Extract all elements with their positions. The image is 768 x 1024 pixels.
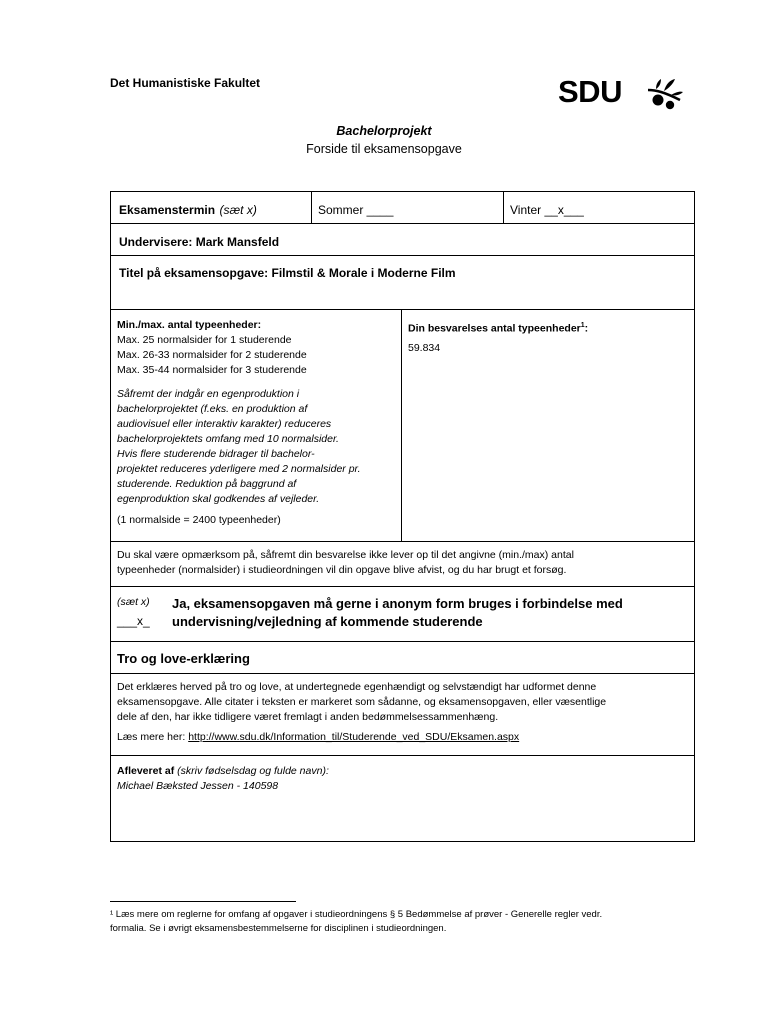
read-more-label: Læs mere her: xyxy=(117,731,189,743)
declaration-line: eksamensopgave. Alle citater i teksten er markeret som sådanne, og eksamensopgaven, eller væsentlige xyxy=(117,696,607,708)
warning-row xyxy=(111,542,694,587)
footnote-line: formalia. Se i øvrigt eksamensbestemmelserne for disciplinen i studieordningen. xyxy=(110,923,447,934)
winter-cell[interactable] xyxy=(503,192,694,223)
submitted-by-hint: (skriv fødselsdag og fulde navn): xyxy=(174,765,329,777)
submitted-by-name: Michael Bæksted Jessen - 140598 xyxy=(117,780,279,792)
declaration-heading-row xyxy=(111,642,694,674)
document-title: Bachelorprojekt xyxy=(336,124,432,138)
document-subtitle: Forside til eksamensopgave xyxy=(306,142,462,156)
normalside-definition: (1 normalside = 2400 typeenheder) xyxy=(117,514,281,526)
footnote-separator xyxy=(110,901,296,902)
olive-branch-icon xyxy=(644,76,684,110)
answer-units-value: 59.834 xyxy=(408,341,441,354)
production-note-line: egenproduktion skal godkendes af vejleder. xyxy=(117,493,320,505)
submitted-by-label-line xyxy=(117,764,694,779)
units-heading: Min./max. antal typeenheder: xyxy=(117,319,262,331)
anonymous-consent-line: Ja, eksamensopgaven må gerne i anonym form bruges i forbindelse med xyxy=(172,596,623,611)
exam-term-label-cell xyxy=(111,192,311,223)
production-note-line: projektet reduceres yderligere med 2 normalsider pr. xyxy=(117,463,361,475)
answer-units-label: Din besvarelses antal typeenheder$^1$: xyxy=(408,322,589,335)
teachers-text: Undervisere: Mark Mansfeld xyxy=(119,235,280,249)
units-row xyxy=(111,310,694,542)
declaration-line: Det erklæres herved på tro og love, at undertegnede egenhændigt og selvstændigt har udformet denne xyxy=(117,681,597,693)
assignment-title-row xyxy=(111,256,694,310)
production-note-line: bachelorprojektet (f.eks. en produktion af xyxy=(117,403,308,415)
anonymous-hint: (sæt x) xyxy=(117,596,150,608)
exam-info-link[interactable]: http://www.sdu.dk/Information_til/Studerende_ved_SDU/Eksamen.aspx xyxy=(188,731,520,743)
exam-term-hint: (sæt x) xyxy=(219,203,257,217)
production-note-line: bachelorprojektets omfang med 10 normalsider. xyxy=(117,433,339,445)
assignment-title-text: Titel på eksamensopgave: Filmstil & Morale i Moderne Film xyxy=(119,266,456,280)
logo-text: SDU xyxy=(558,74,622,109)
production-note-line: audiovisuel eller interaktiv karakter) reduceres xyxy=(117,418,332,430)
units-limit-line: Max. 26-33 normalsider for 2 studerende xyxy=(117,349,307,361)
summer-cell[interactable] xyxy=(311,192,503,223)
production-note-line: studerende. Reduktion på baggrund af xyxy=(117,478,297,490)
read-more-line xyxy=(117,730,694,745)
warning-line: typeenheder (normalsider) i studieordningen vil din opgave blive afvist, og du har brugt et forsøg. xyxy=(117,564,567,576)
teachers-row xyxy=(111,224,694,256)
sdu-logo xyxy=(558,74,684,110)
exam-term-label: Eksamenstermin xyxy=(119,203,216,217)
submitted-by-label: Afleveret af xyxy=(117,765,175,777)
submitted-by-row[interactable] xyxy=(111,756,694,842)
winter-option: Vinter __x___ xyxy=(510,203,584,217)
units-info-cell xyxy=(111,310,401,541)
production-note-line: Såfremt der indgår en egenproduktion i xyxy=(117,388,300,400)
warning-line: Du skal være opmærksom på, såfremt din besvarelse ikke lever op til det angivne (min./max) antal xyxy=(117,549,574,561)
units-limit-line: Max. 35-44 normalsider for 3 studerende xyxy=(117,364,307,376)
production-note-line: Hvis flere studerende bidrager til bachelor- xyxy=(117,448,315,460)
anonymous-mark: ___x_ xyxy=(117,614,150,628)
exam-term-row xyxy=(111,192,694,224)
exam-cover-form xyxy=(110,191,695,842)
declaration-heading: Tro og love-erklæring xyxy=(117,651,250,666)
footnote-marker: 1 xyxy=(580,322,585,329)
faculty-name: Det Humanistiske Fakultet xyxy=(110,76,261,90)
anonymous-use-row xyxy=(111,587,694,642)
declaration-line: dele af den, har ikke tidligere været fremlagt i anden bedømmelsessammenhæng. xyxy=(117,711,499,723)
summer-option: Sommer ____ xyxy=(318,203,394,217)
answer-units-cell[interactable] xyxy=(401,310,694,541)
footnote xyxy=(110,908,670,936)
anonymous-text-cell xyxy=(172,587,692,641)
anonymous-mark-cell[interactable] xyxy=(111,587,169,641)
anonymous-consent-line: undervisning/vejledning af kommende studerende xyxy=(172,614,483,629)
declaration-body-row xyxy=(111,674,694,756)
footnote-line: ¹ Læs mere om reglerne for omfang af opgaver i studieordningens § 5 Bedømmelse af prøver - Generelle regler vedr. xyxy=(110,909,603,920)
units-limit-line: Max. 25 normalsider for 1 studerende xyxy=(117,334,292,346)
